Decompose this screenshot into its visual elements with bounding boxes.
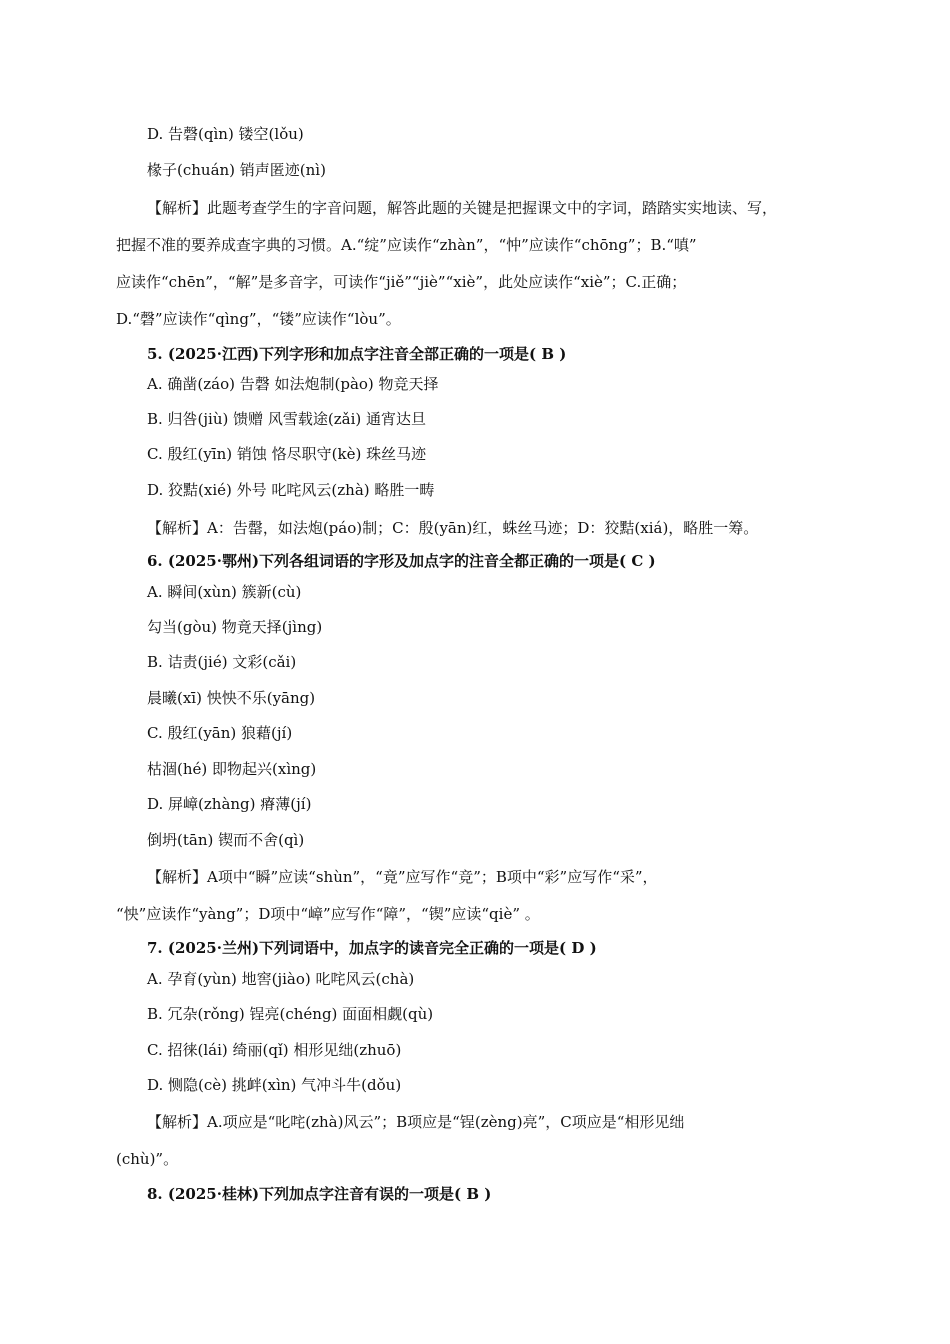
option-a: A. 确凿(záo) 告磬 如法炮制(pào) 物竞天择: [147, 375, 439, 393]
option-d-line1: D. 告磬(qìn) 镂空(lǒu): [147, 125, 304, 143]
question-5: 5. (2025·江西)下列字形和加点字注音全部正确的一项是( B ): [147, 345, 567, 363]
option-b-line2: 晨曦(xī) 怏怏不乐(yāng): [147, 689, 316, 707]
option-c-line1: C. 殷红(yān) 狼藉(jí): [147, 724, 293, 742]
option-d-line2: 椽子(chuán) 销声匿迹(nì): [147, 161, 326, 179]
option-a: A. 孕育(yùn) 地窖(jiào) 叱咤风云(chà): [147, 970, 415, 988]
analysis-line: D.“磬”应读作“qìng”，“镂”应读作“lòu”。: [116, 310, 401, 328]
option-b-line1: B. 诘责(jié) 文彩(cǎi): [147, 653, 297, 671]
analysis-line: (chù)”。: [116, 1150, 179, 1168]
option-d: D. 狡黠(xié) 外号 叱咤风云(zhà) 略胜一畴: [147, 481, 435, 499]
option-d: D. 恻隐(cè) 挑衅(xìn) 气冲斗牛(dǒu): [147, 1076, 402, 1094]
analysis-line: 把握不准的要养成查字典的习惯。A.“绽”应读作“zhàn”，“忡”应读作“chōng”；B.“嗔”: [116, 236, 697, 254]
question-6: 6. (2025·鄂州)下列各组词语的字形及加点字的注音全都正确的一项是( C ): [147, 552, 656, 570]
option-a-line1: A. 瞬间(xùn) 簇新(cù): [147, 583, 302, 601]
option-c: C. 招徕(lái) 绮丽(qǐ) 相形见绌(zhuō): [147, 1041, 402, 1059]
option-c: C. 殷红(yīn) 销蚀 恪尽职守(kè) 珠丝马迹: [147, 445, 427, 463]
option-b: B. 归咎(jiù) 馈赠 风雪载途(zǎi) 通宵达旦: [147, 410, 427, 428]
question-7: 7. (2025·兰州)下列词语中，加点字的读音完全正确的一项是( D ): [147, 939, 597, 957]
analysis-line: “怏”应读作“yàng”；D项中“嶂”应写作“障”，“锲”应读“qiè” 。: [116, 905, 540, 923]
analysis-line: 【解析】A项中“瞬”应读“shùn”，“竟”应写作“竞”；B项中“彩”应写作“采”，: [147, 868, 658, 886]
option-a-line2: 勾当(gòu) 物竟天择(jìng): [147, 618, 323, 636]
option-b: B. 冗杂(rǒng) 锃亮(chéng) 面面相觑(qù): [147, 1005, 434, 1023]
option-c-line2: 枯涸(hé) 即物起兴(xìng): [147, 760, 317, 778]
analysis-line: 【解析】A：告罄，如法炮(páo)制；C：殷(yān)红，蛛丝马迹；D：狡黠(xiá)，略胜一筹。: [147, 519, 759, 537]
analysis-line: 【解析】此题考查学生的字音问题，解答此题的关键是把握课文中的字词，踏踏实实地读、写，: [147, 199, 778, 217]
analysis-line: 应读作“chēn”，“解”是多音字，可读作“jiě”“jiè”“xiè”，此处应读作“xiè”；C.正确；: [116, 273, 687, 291]
question-8: 8. (2025·桂林)下列加点字注音有误的一项是( B ): [147, 1185, 492, 1203]
analysis-line: 【解析】A.项应是“叱咤(zhà)风云”；B项应是“锃(zèng)亮”，C项应是“相形见绌: [147, 1113, 685, 1131]
option-d-line1: D. 屏嶂(zhàng) 瘠薄(jí): [147, 795, 312, 813]
option-d-line2: 倒坍(tān) 锲而不舍(qì): [147, 831, 305, 849]
